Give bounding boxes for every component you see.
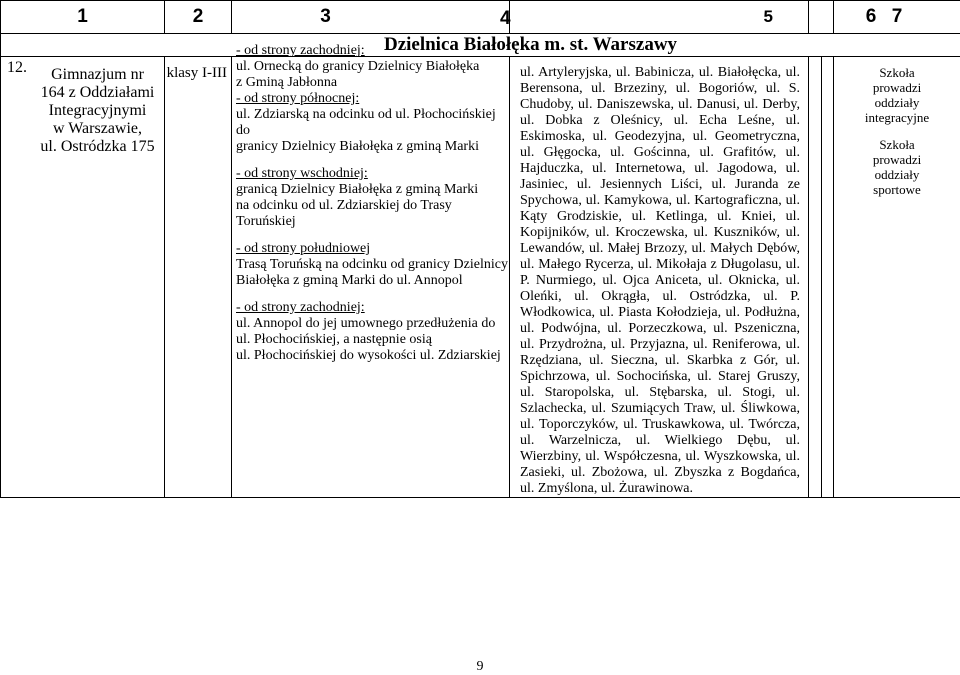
note-line: Szkoła: [834, 65, 960, 80]
note-line: Szkoła: [834, 137, 960, 152]
boundary-west-2: [236, 300, 509, 364]
boundary-line: ul. Płochocińskiej do wysokości ul. Zdziarskiej: [236, 348, 509, 364]
boundary-line: granicy Dzielnicy Białołęka z gminą Marki: [236, 139, 509, 155]
boundary-heading: - od strony zachodniej:: [236, 300, 509, 316]
streets-cell: ul. Artyleryjska, ul. Babinicza, ul. Białołęcka, ul. Berensona, ul. Brzeziny, ul. Bogoriów, ul. S. Chudoby, ul. Daniszewska, ul. Danusi, ul. Derby, ul. Dobka z Oleśnicy, ul. Echa Leśne, ul. Eskimoska, ul. Geodezyjna, ul. Geometryczna, ul. Głęgocka, ul. Gościnna, ul. Grafitów, ul. Hajduczka, ul. Internetowa, ul. Jagodowa, ul. Jasiniec, ul. Jesiennych Liści, ul. Juranda ze Spychowa, ul. Kamykowa, ul. Kartograficzna, ul. Kąty Grodziskie, ul. Ketlinga, ul. Kniei, ul. Kopijników, ul. Kroczewska, ul. Kuszników, ul. Lewandów, ul. Małej Brzozy, ul. Małych Dębów, ul. Małego Rycerza, ul. Mikołaja z Długolasu, ul. P. Nurmiego, ul. Ojca Aniceta, ul. Oknicka, ul. Oleńki, ul. Okrągła, ul. Ostródzka, ul. P. Włodkowica, ul. Piasta Kołodzieja, ul. Podłużna, ul. Podwójna, ul. Porzeczkowa, ul. Pszeniczna, ul. Przydrożna, ul. Przyjazna, ul. Reniferowa, ul. Rzędziana, ul. Sieczna, ul. Skarbka z Gór, ul. Spichrzowa, ul. Sochocińska, ul. Starej Gruszy, ul. Staropolska, ul. Stębarska, ul. Stogi, ul. Szlachecka, ul. Szumiących Traw, ul. Śliwkowa, ul. Toporczyków, ul. Truskawkowa, ul. Twórcza, ul. Warzelnicza, ul. Wielkiego Dębu, ul. Wierzbiny, ul. Współczesna, ul. Wyszkowska, ul. Zasieki, ul. Zbożowa, ul. Zbyszka z Bogdańca, ul. Zmyślona, ul. Żurawinowa.: [510, 57, 809, 498]
page-number: 9: [0, 659, 960, 675]
district-title: Dzielnica Białołęka m. st. Warszawy: [1, 34, 960, 57]
header-col-3-label: 3: [320, 6, 331, 27]
classes-cell: klasy I-III: [165, 57, 232, 498]
district-row: [1, 34, 960, 57]
school-name-line: 164 z Oddziałami: [31, 84, 164, 102]
header-col-4: [510, 1, 809, 34]
boundary-heading: - od strony wschodniej:: [236, 166, 509, 182]
note-line: prowadzi: [834, 80, 960, 95]
boundary-north: [236, 91, 509, 155]
school-cell: [1, 57, 165, 498]
notes-cell: [834, 57, 960, 498]
boundary-line: granicą Dzielnicy Białołęka z gminą Marki: [236, 182, 509, 198]
school-name-line: ul. Ostródzka 175: [31, 138, 164, 156]
header-col-6: [809, 1, 834, 34]
boundary-line: Trasą Toruńską na odcinku od granicy Dzielnicy: [236, 257, 509, 273]
boundary-line: ul. Annopol do jej umownego przedłużenia do: [236, 316, 509, 332]
boundary-south: [236, 241, 509, 289]
boundary-line: Białołęka z gminą Marki do ul. Annopol: [236, 273, 509, 289]
boundary-east: [236, 166, 509, 230]
header-col-5-label: 5: [764, 7, 773, 26]
school-row: [1, 57, 960, 498]
note-gap: [834, 125, 960, 137]
school-name-line: w Warszawie,: [31, 120, 164, 138]
boundary-line: na odcinku od ul. Zdziarskiej do Trasy Toruńskiej: [236, 198, 509, 230]
row-number: 12.: [7, 59, 27, 77]
note-line: integracyjne: [834, 110, 960, 125]
header-col-4-label: 4: [500, 8, 511, 29]
header-col-7: 7: [834, 1, 960, 34]
header-col-3: [232, 1, 510, 34]
school-name-line: Integracyjnymi: [31, 102, 164, 120]
note-line: oddziały: [834, 95, 960, 110]
boundary-line: z Gminą Jabłonna: [236, 75, 509, 91]
header-row: [1, 1, 960, 34]
school-name-line: Gimnazjum nr: [31, 66, 164, 84]
boundary-line: ul. Płochocińskiej, a następnie osią: [236, 332, 509, 348]
empty-cell-5: [809, 57, 822, 498]
boundary-heading: - od strony zachodniej:: [236, 43, 509, 59]
boundary-heading: - od strony południowej: [236, 241, 509, 257]
note-line: sportowe: [834, 182, 960, 197]
header-col-6-label: 6: [866, 6, 877, 27]
header-col-2: 2: [165, 1, 232, 34]
empty-cell-6: [822, 57, 834, 498]
boundary-line: ul. Zdziarską na odcinku od ul. Płochocińskiej do: [236, 107, 509, 139]
note-line: oddziały: [834, 167, 960, 182]
note-line: prowadzi: [834, 152, 960, 167]
boundary-heading: - od strony północnej:: [236, 91, 509, 107]
boundaries-cell: [232, 57, 510, 498]
header-col-1: 1: [1, 1, 165, 34]
boundary-line: ul. Ornecką do granicy Dzielnicy Białołęka: [236, 59, 509, 75]
